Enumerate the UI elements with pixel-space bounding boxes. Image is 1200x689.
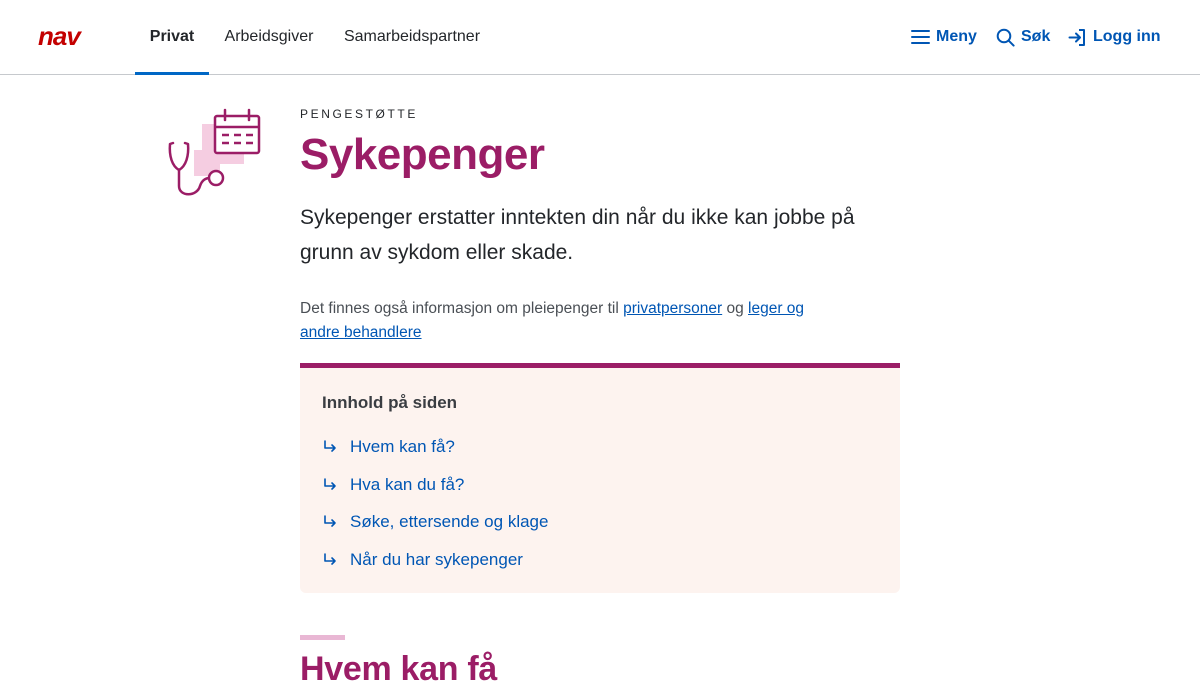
toc-item-label: Hvem kan få? [350, 437, 455, 456]
toc-item-label: Søke, ettersende og klage [350, 512, 549, 531]
login-icon [1068, 28, 1087, 47]
toc-item-soke-ettersende-klage[interactable] [322, 509, 548, 535]
toc-item-label: Hva kan du få? [350, 475, 465, 494]
toc-item-nar-du-har-sykepenger[interactable] [322, 547, 523, 573]
arrow-down-right-icon [322, 439, 338, 455]
nav-logo[interactable] [38, 25, 100, 49]
page-eyebrow: PENGESTØTTE [300, 107, 418, 121]
login-button[interactable] [1068, 24, 1161, 50]
link-privatpersoner[interactable]: privatpersoner [623, 300, 723, 317]
toc-item-hvem-kan-fa[interactable] [322, 434, 455, 460]
info-text-before: Det finnes også informasjon om pleiepenger til [300, 300, 624, 317]
menu-button[interactable] [911, 24, 977, 50]
tab-privat[interactable]: Privat [135, 0, 209, 74]
arrow-down-right-icon [322, 552, 338, 568]
section-accent-bar [300, 635, 345, 640]
tab-samarbeidspartner[interactable]: Samarbeidspartner [343, 28, 481, 45]
svg-text:nav: nav [38, 25, 80, 49]
tab-arbeidsgiver[interactable]: Arbeidsgiver [224, 28, 314, 45]
section-title-hvem-kan-fa: Hvem kan få [300, 650, 498, 688]
toc-item-hva-kan-du-fa[interactable] [322, 472, 464, 498]
search-button[interactable] [996, 24, 1050, 50]
menu-label: Meny [936, 28, 977, 45]
site-header [0, 0, 1200, 75]
stethoscope-calendar-icon [164, 106, 264, 202]
login-label: Logg inn [1093, 28, 1161, 45]
search-label: Søk [1021, 28, 1051, 45]
table-of-contents [300, 363, 900, 593]
search-icon [996, 28, 1015, 47]
info-text [300, 297, 840, 345]
page-ingress: Sykepenger erstatter inntekten din når du ikke kan jobbe på grunn av sykdom eller skade. [300, 206, 855, 264]
arrow-down-right-icon [322, 514, 338, 530]
page-title: Sykepenger [300, 130, 545, 179]
info-text-between: og [722, 300, 749, 317]
arrow-down-right-icon [322, 477, 338, 493]
toc-item-label: Når du har sykepenger [350, 550, 523, 569]
hamburger-icon [911, 29, 930, 45]
toc-title: Innhold på siden [322, 393, 458, 412]
link-leger-og-behandlere[interactable]: leger og andre behandlere [300, 300, 805, 341]
